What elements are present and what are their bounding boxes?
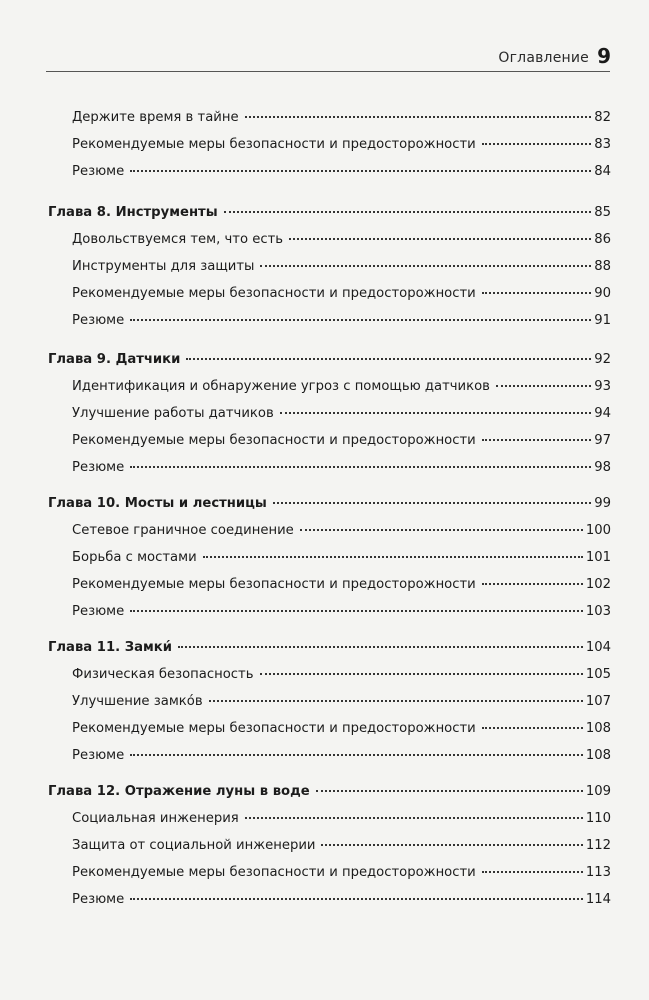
toc-section-entry: [0, 137, 649, 159]
toc-entry-title: Рекомендуемые меры безопасности и предосторожности: [72, 577, 476, 592]
toc-entry-page: 90: [594, 286, 611, 301]
toc-entry-title: Резюме: [72, 164, 125, 179]
toc-chapter-entry: [0, 496, 649, 518]
toc-entry-page: 113: [585, 865, 611, 880]
toc-entry-title: Глава 8. Инструменты: [48, 205, 218, 220]
toc-entry-title: Резюме: [72, 892, 125, 907]
toc-chapter-entry: [0, 784, 649, 806]
toc-dot-leader: [482, 438, 591, 441]
toc-entry-page: 98: [594, 460, 611, 475]
toc-dot-leader: [130, 465, 591, 468]
toc-entry-page: 92: [594, 352, 611, 367]
toc-dot-leader: [260, 264, 591, 267]
toc-section-entry: [0, 721, 649, 743]
toc-section-entry: [0, 550, 649, 572]
toc-dot-leader: [273, 501, 591, 504]
toc-section-entry: [0, 865, 649, 887]
toc-chapter-entry: [0, 205, 649, 227]
toc-dot-leader: [224, 210, 592, 213]
toc-section-entry: [0, 577, 649, 599]
toc-entry-page: 104: [585, 640, 611, 655]
toc-entry-page: 102: [585, 577, 611, 592]
toc-dot-leader: [209, 699, 583, 702]
toc-section-entry: [0, 406, 649, 428]
toc-entry-title: Держите время в тайне: [72, 110, 239, 125]
toc-entry-title: Борьба с мостами: [72, 550, 197, 565]
toc-section-entry: [0, 838, 649, 860]
toc-section-entry: [0, 286, 649, 308]
toc-dot-leader: [289, 237, 591, 240]
toc-section-entry: [0, 667, 649, 689]
toc-entry-title: Сетевое граничное соединение: [72, 523, 294, 538]
toc-entry-page: 103: [585, 604, 611, 619]
toc-entry-title: Защита от социальной инженерии: [72, 838, 316, 853]
toc-entry-page: 110: [585, 811, 611, 826]
toc-entry-title: Улучшение работы датчиков: [72, 406, 274, 421]
toc-chapter-entry: [0, 352, 649, 374]
toc-dot-leader: [130, 897, 583, 900]
toc-entry-page: 86: [594, 232, 611, 247]
toc-section-entry: [0, 313, 649, 335]
toc-entry-page: 94: [594, 406, 611, 421]
toc-dot-leader: [130, 609, 583, 612]
toc-entry-page: 97: [594, 433, 611, 448]
page-number: 9: [597, 44, 611, 68]
header-rule: [46, 71, 610, 72]
toc-dot-leader: [280, 411, 591, 414]
toc-section-entry: [0, 259, 649, 281]
toc-entry-title: Глава 10. Мосты и лестницы: [48, 496, 267, 511]
toc-dot-leader: [316, 789, 583, 792]
toc-entry-page: 112: [585, 838, 611, 853]
toc-dot-leader: [203, 555, 583, 558]
toc-entry-page: 100: [585, 523, 611, 538]
toc-section-entry: [0, 232, 649, 254]
toc-entry-title: Инструменты для защиты: [72, 259, 255, 274]
toc-section-entry: [0, 892, 649, 914]
toc-section-entry: [0, 811, 649, 833]
toc-entry-page: 85: [594, 205, 611, 220]
toc-entry-page: 105: [585, 667, 611, 682]
toc-entry-page: 108: [585, 721, 611, 736]
toc-entry-title: Рекомендуемые меры безопасности и предосторожности: [72, 865, 476, 880]
toc-section-entry: [0, 694, 649, 716]
toc-entry-page: 107: [585, 694, 611, 709]
toc-entry-title: Улучшение замко́в: [72, 694, 203, 709]
toc-entry-page: 88: [594, 259, 611, 274]
toc-entry-page: 99: [594, 496, 611, 511]
toc-entry-page: 93: [594, 379, 611, 394]
toc-dot-leader: [245, 115, 592, 118]
toc-entry-title: Рекомендуемые меры безопасности и предосторожности: [72, 137, 476, 152]
toc-dot-leader: [130, 318, 591, 321]
toc-entry-title: Глава 9. Датчики: [48, 352, 181, 367]
toc-section-entry: [0, 433, 649, 455]
toc-section-entry: [0, 460, 649, 482]
toc-section-entry: [0, 110, 649, 132]
toc-dot-leader: [245, 816, 583, 819]
running-head-title: Оглавление: [498, 50, 589, 66]
toc-entry-title: Рекомендуемые меры безопасности и предосторожности: [72, 286, 476, 301]
toc-entry-page: 91: [594, 313, 611, 328]
toc-entry-page: 101: [585, 550, 611, 565]
toc-entry-title: Резюме: [72, 748, 125, 763]
toc-section-entry: [0, 604, 649, 626]
toc-entry-title: Резюме: [72, 604, 125, 619]
toc-dot-leader: [186, 357, 591, 360]
toc-entry-page: 109: [585, 784, 611, 799]
toc-section-entry: [0, 164, 649, 186]
toc-dot-leader: [482, 726, 583, 729]
toc-entry-title: Резюме: [72, 460, 125, 475]
toc-entry-page: 114: [585, 892, 611, 907]
toc-entry-page: 82: [594, 110, 611, 125]
toc-dot-leader: [496, 384, 591, 387]
toc-entry-title: Физическая безопасность: [72, 667, 254, 682]
page-header: [0, 30, 649, 70]
toc-dot-leader: [321, 843, 582, 846]
toc-entry-title: Довольствуемся тем, что есть: [72, 232, 284, 247]
toc-dot-leader: [482, 582, 583, 585]
toc-dot-leader: [300, 528, 583, 531]
toc-entry-page: 108: [585, 748, 611, 763]
toc-dot-leader: [130, 753, 583, 756]
toc-section-entry: [0, 748, 649, 770]
toc-entry-title: Глава 12. Отражение луны в воде: [48, 784, 310, 799]
toc-chapter-entry: [0, 640, 649, 662]
toc-section-entry: [0, 523, 649, 545]
toc-entry-title: Резюме: [72, 313, 125, 328]
toc-entry-title: Социальная инженерия: [72, 811, 239, 826]
toc-dot-leader: [482, 291, 591, 294]
toc-dot-leader: [482, 870, 583, 873]
toc-dot-leader: [260, 672, 583, 675]
toc-entry-page: 83: [594, 137, 611, 152]
toc-section-entry: [0, 379, 649, 401]
toc-entry-page: 84: [594, 164, 611, 179]
toc-dot-leader: [130, 169, 591, 172]
toc-entry-title: Глава 11. Замки́: [48, 640, 172, 655]
toc-entry-title: Идентификация и обнаружение угроз с помощью датчиков: [72, 379, 490, 394]
toc-dot-leader: [178, 645, 583, 648]
toc-entry-title: Рекомендуемые меры безопасности и предосторожности: [72, 721, 476, 736]
toc-entry-title: Рекомендуемые меры безопасности и предосторожности: [72, 433, 476, 448]
toc-dot-leader: [482, 142, 591, 145]
